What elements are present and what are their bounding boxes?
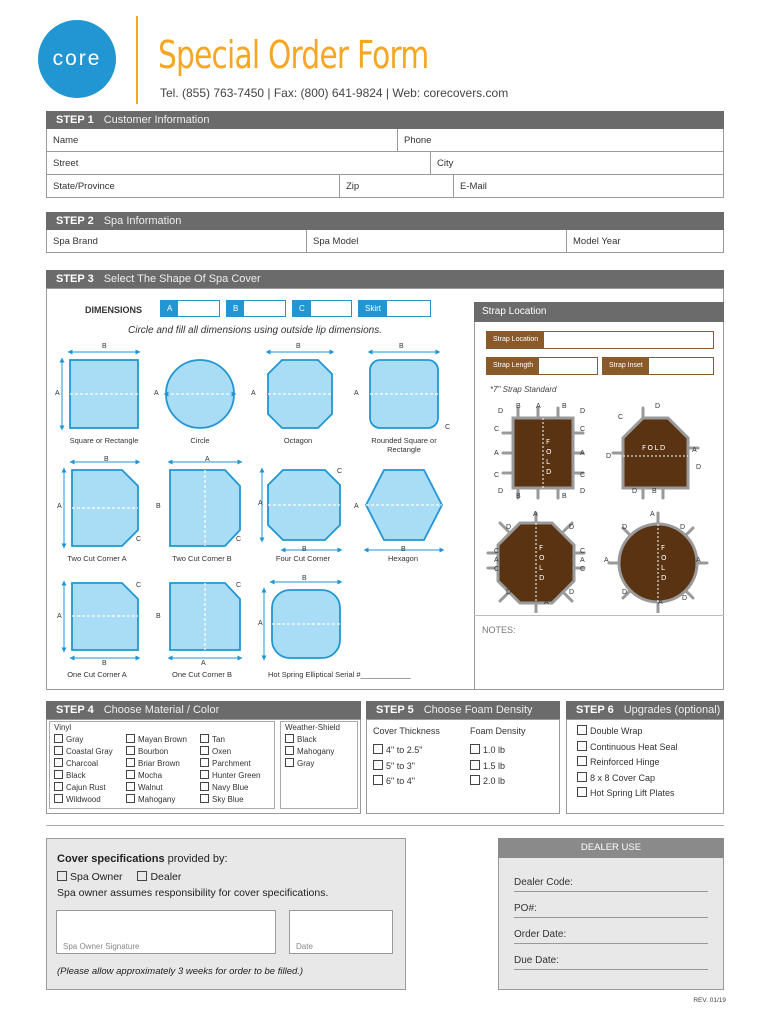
po-label: PO#: bbox=[514, 903, 537, 914]
city-label: City bbox=[437, 158, 454, 169]
step6-title: Upgrades (optional) bbox=[623, 704, 721, 716]
fold-circ-f: F bbox=[661, 544, 666, 552]
checkbox-icon[interactable] bbox=[577, 756, 587, 766]
dimensions-label: DIMENSIONS bbox=[85, 305, 143, 315]
strap-inset-tag: Strap Inset bbox=[603, 358, 649, 374]
fourcut-b-letter: B bbox=[302, 546, 307, 553]
twocuta-a-letter: A bbox=[57, 503, 62, 510]
contact-line: Tel. (855) 763-7450 | Fax: (800) 641-9824 | Web: corecovers.com bbox=[160, 86, 509, 100]
twocutb-b-letter: B bbox=[156, 503, 161, 510]
fold-oct-d: D bbox=[539, 574, 545, 582]
dimensions-instruction: Circle and fill all dimensions using outside lip dimensions. bbox=[128, 325, 383, 336]
opt-mocha[interactable]: Mocha bbox=[126, 770, 187, 782]
opt-cover-cap[interactable]: 8 x 8 Cover Cap bbox=[577, 771, 678, 787]
due-date-label: Due Date: bbox=[514, 955, 560, 966]
spa-model-label: Spa Model bbox=[313, 236, 359, 247]
square-a-letter: A bbox=[55, 390, 60, 397]
shape-diagrams bbox=[50, 340, 470, 685]
step2-bar bbox=[46, 212, 724, 230]
opt-gray[interactable]: Gray bbox=[54, 734, 113, 746]
opt-bourbon[interactable]: Bourbon bbox=[126, 746, 187, 758]
fold-square-l: L bbox=[546, 458, 550, 466]
dim-skirt-tag: Skirt bbox=[359, 301, 387, 316]
dim-c-input[interactable] bbox=[292, 300, 352, 317]
checkbox-icon[interactable] bbox=[470, 775, 480, 785]
checkbox-icon[interactable] bbox=[54, 734, 63, 743]
checkbox-icon[interactable] bbox=[373, 744, 383, 754]
twocutb-c-letter: C bbox=[236, 536, 242, 543]
email-label: E-Mail bbox=[460, 181, 487, 192]
checkbox-icon[interactable] bbox=[126, 794, 135, 803]
step4-num: STEP 4 bbox=[56, 704, 94, 716]
zip-field[interactable] bbox=[339, 175, 453, 197]
specs-heading-rest: provided by: bbox=[164, 853, 228, 865]
onecutb-b-letter: B bbox=[156, 613, 161, 620]
phone-label: Phone bbox=[404, 135, 432, 146]
hotspring-b-letter: B bbox=[302, 575, 307, 582]
notes-divider bbox=[474, 615, 724, 616]
checkbox-icon[interactable] bbox=[126, 770, 135, 779]
weather-label: Weather-Shield bbox=[285, 723, 340, 732]
opt-thick-1[interactable]: 4" to 2.5" bbox=[373, 743, 422, 759]
square-b-letter: B bbox=[102, 343, 107, 350]
dim-a-input[interactable] bbox=[160, 300, 220, 317]
onecuta-c-letter: C bbox=[136, 582, 142, 589]
fold-oct-l: L bbox=[539, 564, 543, 572]
rounded-a-letter: A bbox=[354, 390, 359, 397]
strap-sq-b-bot1: B bbox=[516, 493, 521, 500]
strap-oct-c-r2: C bbox=[580, 566, 586, 573]
checkbox-icon[interactable] bbox=[470, 760, 480, 770]
checkbox-icon[interactable] bbox=[285, 734, 294, 743]
opt-density-1[interactable]: 1.0 lb bbox=[470, 743, 505, 759]
opt-black[interactable]: Black bbox=[54, 770, 113, 782]
strap-cut-d-top: D bbox=[655, 403, 661, 410]
specs-heading bbox=[57, 853, 228, 865]
opt-briar-brown[interactable]: Briar Brown bbox=[126, 758, 187, 770]
strap-cut-c: C bbox=[618, 414, 624, 421]
octagon-b-letter: B bbox=[296, 343, 301, 350]
strap-oct-a-bot: A bbox=[544, 599, 549, 606]
checkbox-icon[interactable] bbox=[54, 782, 63, 791]
checkbox-icon[interactable] bbox=[285, 758, 294, 767]
onecutb-c-letter: C bbox=[236, 582, 242, 589]
step6-num: STEP 6 bbox=[576, 704, 614, 716]
core-logo: core bbox=[38, 20, 116, 98]
fourcut-c-letter: C bbox=[337, 468, 343, 475]
specs-responsibility: Spa owner assumes responsibility for cover specifications. bbox=[57, 887, 329, 899]
specs-heading-bold: Cover specifications bbox=[57, 853, 165, 865]
street-field[interactable] bbox=[47, 152, 430, 174]
dim-c-tag: C bbox=[293, 301, 311, 316]
hexagon-a-letter: A bbox=[354, 503, 359, 510]
checkbox-icon[interactable] bbox=[577, 787, 587, 797]
checkbox-icon[interactable] bbox=[577, 725, 587, 735]
spa-model-field[interactable] bbox=[306, 230, 566, 252]
thickness-options bbox=[373, 743, 422, 790]
opt-oxen[interactable]: Oxen bbox=[200, 746, 260, 758]
checkbox-icon[interactable] bbox=[126, 758, 135, 767]
strap-circ-d-br: D bbox=[682, 595, 688, 602]
fold-square-o: O bbox=[546, 448, 552, 456]
step4-title: Choose Material / Color bbox=[103, 704, 220, 716]
revision: REV. 01/19 bbox=[693, 997, 726, 1004]
step2-title: Spa Information bbox=[103, 215, 182, 227]
opt-walnut[interactable]: Walnut bbox=[126, 782, 187, 794]
opt-charcoal[interactable]: Charcoal bbox=[54, 758, 113, 770]
vinyl-label: Vinyl bbox=[54, 723, 72, 732]
step5-title: Choose Foam Density bbox=[423, 704, 533, 716]
header-divider bbox=[136, 16, 138, 104]
strap-oct-a-top: A bbox=[533, 511, 538, 518]
strap-bar: Strap Location bbox=[474, 302, 724, 322]
label-octagon: Octagon bbox=[283, 436, 313, 445]
checkbox-icon[interactable] bbox=[200, 734, 209, 743]
twocuta-c-letter: C bbox=[136, 536, 142, 543]
strap-standard-note: *7" Strap Standard bbox=[490, 385, 557, 394]
label-onecut-a: One Cut Corner A bbox=[67, 670, 127, 679]
state-field[interactable] bbox=[47, 175, 339, 197]
strap-circ-a-bot: A bbox=[658, 599, 663, 606]
fold-square-d: D bbox=[546, 468, 552, 476]
step1-bar bbox=[46, 111, 724, 129]
opt-density-3[interactable]: 2.0 lb bbox=[470, 774, 505, 790]
strap-location-input[interactable] bbox=[486, 331, 714, 349]
checkbox-icon[interactable] bbox=[373, 760, 383, 770]
opt-thick-3[interactable]: 6" to 4" bbox=[373, 774, 422, 790]
weather-col bbox=[285, 734, 334, 770]
opt-mahogany[interactable]: Mahogany bbox=[126, 794, 187, 806]
strap-sq-d-tr: D bbox=[580, 408, 586, 415]
step4-bar bbox=[46, 701, 361, 719]
label-twocut-a: Two Cut Corner A bbox=[67, 554, 127, 563]
strap-oct-c-r: C bbox=[580, 548, 586, 555]
strap-sq-d-br: D bbox=[580, 488, 586, 495]
vinyl-col-2 bbox=[126, 734, 187, 806]
strap-square bbox=[513, 418, 573, 488]
density-options bbox=[470, 743, 505, 790]
checkbox-icon[interactable] bbox=[200, 794, 209, 803]
fold-square-f: F bbox=[546, 438, 551, 446]
opt-thick-2[interactable]: 5" to 3" bbox=[373, 759, 422, 775]
due-date-field[interactable] bbox=[514, 955, 708, 970]
strap-length-input[interactable] bbox=[486, 357, 598, 375]
checkbox-icon[interactable] bbox=[126, 782, 135, 791]
specs-options bbox=[57, 871, 181, 883]
opt-spa-owner[interactable]: Spa Owner bbox=[57, 871, 123, 883]
strap-location-tag: Strap Location bbox=[487, 332, 544, 348]
opt-ws-gray[interactable]: Gray bbox=[285, 758, 334, 770]
step1-row-2 bbox=[46, 152, 724, 175]
strap-oct-a-r: A bbox=[580, 557, 585, 564]
thickness-label: Cover Thickness bbox=[373, 726, 440, 736]
date-field[interactable] bbox=[289, 910, 393, 954]
model-year-label: Model Year bbox=[573, 236, 621, 247]
step2-row bbox=[46, 230, 724, 253]
fold-oct-f: F bbox=[539, 544, 544, 552]
checkbox-icon[interactable] bbox=[126, 734, 135, 743]
strap-circ-d-tl: D bbox=[622, 524, 628, 531]
onecuta-b-letter: B bbox=[102, 660, 107, 667]
dealer-title: DEALER USE bbox=[498, 838, 724, 858]
step2-num: STEP 2 bbox=[56, 215, 94, 227]
hexagon-b-letter: B bbox=[401, 546, 406, 553]
opt-parchment[interactable]: Parchment bbox=[200, 758, 260, 770]
step1-title: Customer Information bbox=[103, 114, 210, 126]
date-label: Date bbox=[296, 942, 313, 951]
label-rounded: Rounded Square or Rectangle bbox=[371, 436, 437, 454]
hotspring-a-letter: A bbox=[258, 620, 263, 627]
signature-field[interactable] bbox=[56, 910, 276, 954]
fold-oct-o: O bbox=[539, 554, 545, 562]
strap-sq-b-bot2: B bbox=[562, 493, 567, 500]
order-date-label: Order Date: bbox=[514, 929, 567, 940]
email-field[interactable] bbox=[453, 175, 725, 197]
opt-tan[interactable]: Tan bbox=[200, 734, 260, 746]
dealer-code-field[interactable] bbox=[514, 877, 708, 892]
strap-oct-d-br: D bbox=[569, 589, 575, 596]
step3-title: Select The Shape Of Spa Cover bbox=[103, 273, 261, 285]
opt-mayan-brown[interactable]: Mayan Brown bbox=[126, 734, 187, 746]
octagon-a-letter: A bbox=[251, 390, 256, 397]
opt-lift-plates[interactable]: Hot Spring Lift Plates bbox=[577, 786, 678, 802]
density-label: Foam Density bbox=[470, 726, 526, 736]
dim-skirt-input[interactable] bbox=[358, 300, 431, 317]
opt-heat-seal[interactable]: Continuous Heat Seal bbox=[577, 740, 678, 756]
strap-circ-d-tr: D bbox=[680, 524, 686, 531]
label-hotspring[interactable]: Hot Spring Elliptical Serial #____________ bbox=[268, 670, 411, 679]
signature-label: Spa Owner Signature bbox=[63, 942, 140, 951]
checkbox-icon[interactable] bbox=[200, 758, 209, 767]
strap-sq-d-tl: D bbox=[498, 408, 504, 415]
order-date-field[interactable] bbox=[514, 929, 708, 944]
dim-b-input[interactable] bbox=[226, 300, 286, 317]
strap-cut-a-right: A bbox=[692, 447, 697, 454]
dealer-code-label: Dealer Code: bbox=[514, 877, 573, 888]
dim-a-tag: A bbox=[161, 301, 178, 316]
strap-inset-input[interactable] bbox=[602, 357, 714, 375]
phone-field[interactable] bbox=[397, 129, 725, 151]
fourcut-a-letter: A bbox=[258, 500, 263, 507]
checkbox-icon[interactable] bbox=[200, 770, 209, 779]
opt-reinforced-hinge[interactable]: Reinforced Hinge bbox=[577, 755, 678, 771]
checkbox-icon[interactable] bbox=[54, 794, 63, 803]
checkbox-icon[interactable] bbox=[126, 746, 135, 755]
checkbox-icon[interactable] bbox=[54, 746, 63, 755]
state-label: State/Province bbox=[53, 181, 115, 192]
spa-brand-field[interactable] bbox=[47, 230, 306, 252]
fold-circ-l: L bbox=[661, 564, 665, 572]
strap-oct-d-tr: D bbox=[569, 524, 575, 531]
checkbox-icon[interactable] bbox=[373, 775, 383, 785]
strap-sq-a-r: A bbox=[580, 450, 585, 457]
rounded-b-letter: B bbox=[399, 343, 404, 350]
strap-cut-d-left: D bbox=[606, 453, 612, 460]
checkbox-icon[interactable] bbox=[285, 746, 294, 755]
label-square: Square or Rectangle bbox=[69, 436, 139, 445]
strap-oct-c-l: C bbox=[494, 548, 500, 555]
label-twocut-b: Two Cut Corner B bbox=[172, 554, 232, 563]
step1-row-1 bbox=[46, 129, 724, 152]
checkbox-icon[interactable] bbox=[577, 741, 587, 751]
strap-sq-b-top1: B bbox=[516, 403, 521, 410]
opt-navy-blue[interactable]: Navy Blue bbox=[200, 782, 260, 794]
checkbox-icon[interactable] bbox=[57, 871, 67, 881]
fold-circ-o: O bbox=[661, 554, 667, 562]
strap-sq-c-l2: C bbox=[494, 472, 500, 479]
opt-ws-mahogany[interactable]: Mahogany bbox=[285, 746, 334, 758]
model-year-field[interactable] bbox=[566, 230, 725, 252]
name-field[interactable] bbox=[47, 129, 397, 151]
opt-dealer[interactable]: Dealer bbox=[137, 871, 181, 883]
strap-sq-b-top2: B bbox=[562, 403, 567, 410]
dim-b-tag: B bbox=[227, 301, 244, 316]
strap-cutsquare bbox=[623, 418, 688, 488]
opt-double-wrap[interactable]: Double Wrap bbox=[577, 724, 678, 740]
opt-ws-black[interactable]: Black bbox=[285, 734, 334, 746]
step3-bar bbox=[46, 270, 724, 288]
opt-cajun-rust[interactable]: Cajun Rust bbox=[54, 782, 113, 794]
strap-cut-d-right: D bbox=[696, 464, 702, 471]
label-fourcut: Four Cut Corner bbox=[275, 554, 331, 563]
checkbox-icon[interactable] bbox=[54, 758, 63, 767]
strap-sq-a-top: A bbox=[536, 403, 541, 410]
strap-oct-d-tl: D bbox=[506, 524, 512, 531]
strap-diagrams bbox=[478, 398, 722, 613]
strap-circ-a-top: A bbox=[650, 511, 655, 518]
checkbox-icon[interactable] bbox=[577, 772, 587, 782]
step3-num: STEP 3 bbox=[56, 273, 94, 285]
specs-note: (Please allow approximately 3 weeks for order to be filled.) bbox=[57, 966, 304, 977]
opt-hunter-green[interactable]: Hunter Green bbox=[200, 770, 260, 782]
fold-circ-d: D bbox=[661, 574, 667, 582]
twocuta-b-letter: B bbox=[104, 456, 109, 463]
name-label: Name bbox=[53, 135, 79, 146]
strap-sq-a-l: A bbox=[494, 450, 499, 457]
step1-num: STEP 1 bbox=[56, 114, 94, 126]
step5-num: STEP 5 bbox=[376, 704, 414, 716]
strap-cut-d-bot: D bbox=[632, 488, 638, 495]
strap-oct-c-l2: C bbox=[494, 566, 500, 573]
opt-sky-blue[interactable]: Sky Blue bbox=[200, 794, 260, 806]
city-field[interactable] bbox=[430, 152, 725, 174]
opt-wildwood[interactable]: Wildwood bbox=[54, 794, 113, 806]
po-field[interactable] bbox=[514, 903, 708, 918]
zip-label: Zip bbox=[346, 181, 360, 192]
step1-row-3 bbox=[46, 175, 724, 198]
label-onecut-b: One Cut Corner B bbox=[171, 670, 233, 679]
strap-length-tag: Strap Length bbox=[487, 358, 539, 374]
label-hexagon: Hexagon bbox=[387, 554, 419, 563]
page-title: Special Order Form bbox=[158, 33, 429, 77]
strap-cut-b-bot: B bbox=[652, 488, 657, 495]
twocutb-a-letter: A bbox=[205, 456, 210, 463]
step5-bar bbox=[366, 701, 560, 719]
fold-cutsquare-text: FOLD bbox=[642, 444, 667, 452]
upgrade-options bbox=[577, 724, 678, 802]
strap-sq-c-l1: C bbox=[494, 426, 500, 433]
strap-oct-d-bl: D bbox=[506, 589, 512, 596]
street-label: Street bbox=[53, 158, 79, 169]
checkbox-icon[interactable] bbox=[200, 746, 209, 755]
onecutb-a-letter: A bbox=[201, 660, 206, 667]
strap-circle bbox=[619, 524, 697, 602]
onecuta-a-letter: A bbox=[57, 613, 62, 620]
opt-coastal-gray[interactable]: Coastal Gray bbox=[54, 746, 113, 758]
strap-sq-c-r2: C bbox=[580, 472, 586, 479]
vinyl-col-3 bbox=[200, 734, 260, 806]
checkbox-icon[interactable] bbox=[470, 744, 480, 754]
checkbox-icon[interactable] bbox=[200, 782, 209, 791]
opt-density-2[interactable]: 1.5 lb bbox=[470, 759, 505, 775]
notes-label: NOTES: bbox=[482, 625, 516, 635]
checkbox-icon[interactable] bbox=[137, 871, 147, 881]
label-circle: Circle bbox=[190, 436, 210, 445]
strap-sq-d-bl: D bbox=[498, 488, 504, 495]
strap-circ-a-l: A bbox=[604, 557, 609, 564]
strap-sq-c-r1: C bbox=[580, 426, 586, 433]
rounded-c-letter: C bbox=[445, 424, 451, 431]
strap-circ-d-bl: D bbox=[622, 589, 628, 596]
spa-brand-label: Spa Brand bbox=[53, 236, 98, 247]
strap-circ-a-r: A bbox=[696, 557, 701, 564]
strap-oct-a-l: A bbox=[494, 557, 499, 564]
section-divider bbox=[46, 825, 724, 826]
vinyl-col-1 bbox=[54, 734, 113, 806]
step6-bar bbox=[566, 701, 724, 719]
checkbox-icon[interactable] bbox=[54, 770, 63, 779]
notes-area[interactable] bbox=[478, 640, 718, 686]
circle-a-letter: A bbox=[154, 390, 159, 397]
